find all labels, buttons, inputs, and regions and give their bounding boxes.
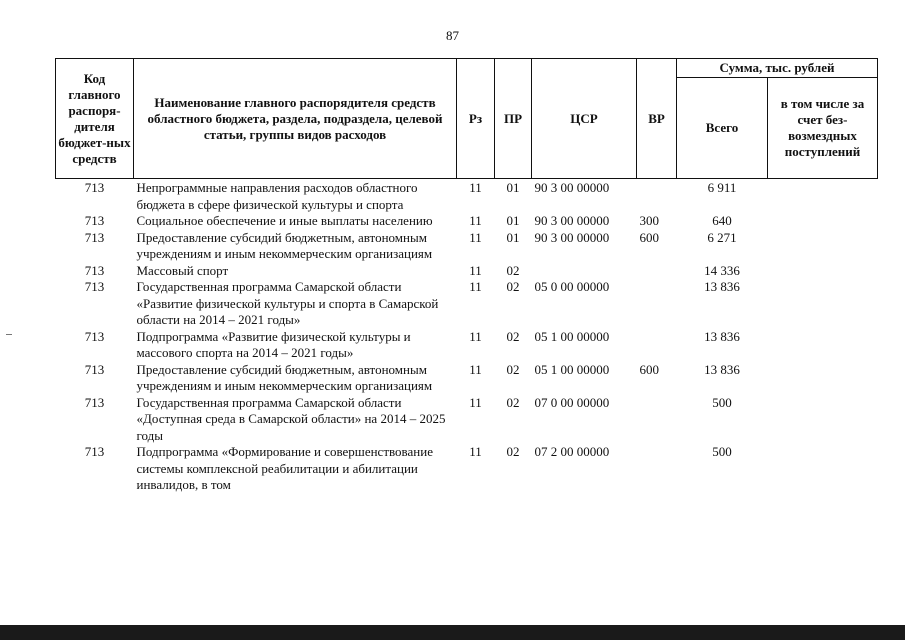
free-cell	[768, 329, 878, 362]
csr-cell: 05 1 00 00000	[534, 361, 610, 377]
table-row	[56, 230, 878, 263]
total-cell: 13 836	[704, 328, 740, 344]
table-row	[56, 179, 878, 214]
free-cell	[768, 395, 878, 445]
rz-cell: 11	[469, 213, 482, 228]
rz-cell: 11	[469, 361, 482, 377]
header-pr: ПР	[495, 59, 532, 179]
table-row	[56, 395, 878, 445]
table-row	[56, 213, 878, 230]
csr-cell: 90 3 00 00000	[534, 180, 610, 195]
pr-cell: 02	[506, 444, 520, 459]
rz-cell: 11	[469, 444, 482, 459]
total-cell: 6 911	[707, 180, 737, 195]
pr-cell: 01	[506, 213, 520, 228]
csr-cell: 90 3 00 00000	[534, 213, 610, 228]
code-cell: 713	[84, 262, 105, 278]
name-cell: Социальное обеспечение и иные выплаты населению	[136, 213, 433, 228]
total-cell: 640	[712, 213, 732, 228]
header-name: Наименование главного распорядителя средств областного бюджета, раздела, подраздела, целевой статьи, группы видов расходов	[134, 59, 457, 179]
free-cell	[768, 230, 878, 263]
code-cell: 713	[84, 361, 105, 377]
budget-table	[55, 58, 878, 494]
pr-cell: 01	[506, 229, 520, 245]
pr-cell: 02	[506, 279, 520, 294]
rz-cell: 11	[469, 180, 482, 195]
csr-cell: 05 0 00 00000	[534, 279, 610, 294]
name-cell: Массовый спорт	[136, 262, 229, 278]
total-cell: 6 271	[707, 229, 737, 245]
free-cell	[768, 444, 878, 494]
pr-cell: 02	[506, 361, 520, 377]
total-cell: 13 836	[704, 361, 740, 377]
vr-cell	[637, 329, 677, 362]
pr-cell: 02	[506, 394, 520, 410]
vr-cell	[637, 444, 677, 494]
free-cell	[768, 179, 878, 214]
csr-cell: 07 2 00 00000	[534, 444, 610, 459]
vr-cell	[637, 263, 677, 280]
header-free: в том числе за счет без-возмездных поступлений	[768, 78, 878, 179]
total-cell: 500	[712, 444, 732, 459]
header-vr: ВР	[637, 59, 677, 179]
csr-cell: 07 0 00 00000	[534, 394, 610, 410]
vr-cell	[637, 395, 677, 445]
name-cell: Предоставление субсидий бюджетным, автономным учреждениям и иным некоммерческим организациям	[136, 361, 433, 393]
total-cell: 14 336	[704, 262, 740, 278]
csr-cell: 05 1 00 00000	[534, 328, 610, 344]
total-cell: 13 836	[704, 279, 740, 294]
name-cell: Предоставление субсидий бюджетным, автономным учреждениям и иным некоммерческим организациям	[136, 229, 433, 261]
free-cell	[768, 263, 878, 280]
header-total: Всего	[677, 78, 768, 179]
table-row	[56, 263, 878, 280]
free-cell	[768, 279, 878, 329]
name-cell: Подпрограмма «Развитие физической культуры и массового спорта на 2014 – 2021 годы»	[136, 328, 411, 360]
pr-cell: 02	[506, 262, 520, 278]
rz-cell: 11	[469, 394, 482, 410]
table-row	[56, 329, 878, 362]
name-cell: Государственная программа Самарской области «Развитие физической культуры и спорта в Самарской области на 2014 – 2021 годы»	[136, 279, 439, 327]
name-cell: Подпрограмма «Формирование и совершенствование системы комплексной реабилитации и абилитации инвалидов, в том	[136, 444, 433, 492]
rz-cell: 11	[469, 229, 482, 245]
table-row	[56, 279, 878, 329]
vr-cell: 600	[639, 229, 659, 245]
vr-cell: 600	[639, 361, 659, 377]
table-row	[56, 362, 878, 395]
header-sum: Сумма, тыс. рублей	[677, 59, 878, 78]
free-cell	[768, 362, 878, 395]
free-cell	[768, 213, 878, 230]
csr-cell: 90 3 00 00000	[534, 229, 610, 245]
code-cell: 713	[84, 328, 105, 344]
scan-mark	[6, 334, 12, 335]
rz-cell: 11	[469, 262, 482, 278]
code-cell: 713	[84, 213, 105, 228]
rz-cell: 11	[469, 328, 482, 344]
scan-bottom-bar	[0, 625, 905, 640]
csr-cell	[532, 263, 637, 280]
vr-cell: 300	[639, 213, 659, 228]
vr-cell	[637, 279, 677, 329]
code-cell: 713	[84, 444, 105, 459]
name-cell: Государственная программа Самарской области «Доступная среда в Самарской области» на 2014 – 2025 годы	[136, 394, 446, 443]
table-header	[56, 59, 878, 179]
pr-cell: 01	[506, 180, 520, 195]
total-cell: 500	[712, 394, 732, 410]
header-csr: ЦСР	[532, 59, 637, 179]
table-row	[56, 444, 878, 494]
header-rz: Рз	[457, 59, 495, 179]
page-number: 87	[446, 28, 459, 43]
code-cell: 713	[84, 394, 105, 410]
code-cell: 713	[84, 279, 105, 294]
table-body	[56, 179, 878, 494]
header-code: Код главного распоря-дителя бюджет-ных средств	[56, 59, 134, 179]
vr-cell	[637, 179, 677, 214]
code-cell: 713	[84, 229, 105, 245]
rz-cell: 11	[469, 279, 482, 294]
code-cell: 713	[84, 180, 105, 195]
name-cell: Непрограммные направления расходов областного бюджета в сфере физической культуры и спорта	[136, 180, 418, 212]
pr-cell: 02	[506, 328, 520, 344]
